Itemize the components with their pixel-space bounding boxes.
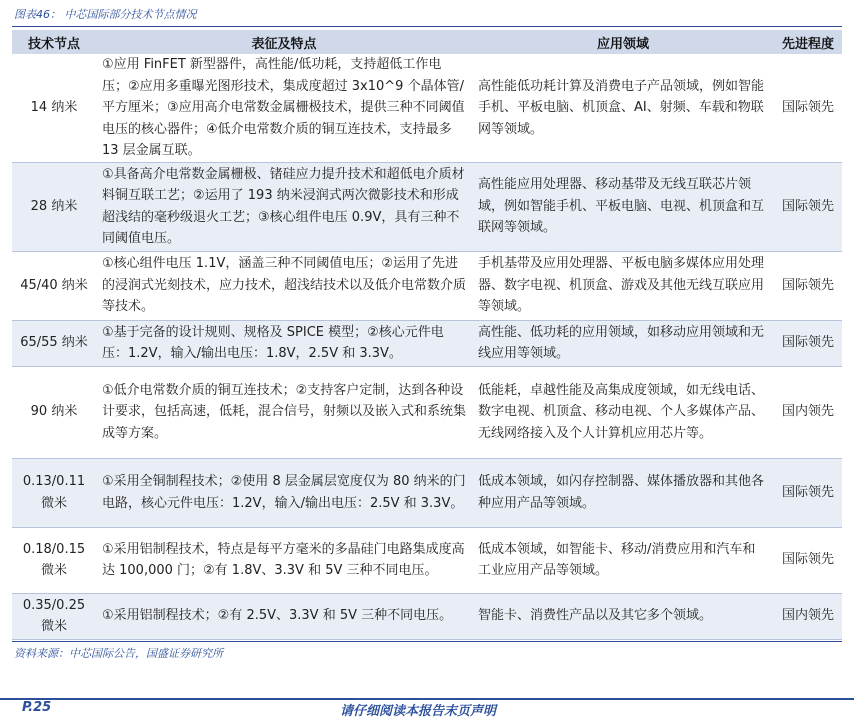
table-row [12, 54, 842, 162]
cell-node: 28 纳米 [12, 162, 96, 251]
source-divider [12, 641, 842, 642]
table-row [12, 593, 842, 639]
cell-node: 65/55 纳米 [12, 320, 96, 366]
cell-node: 0.18/0.15 微米 [12, 527, 96, 593]
cell-applications: 高性能、低功耗的应用领域，如移动应用领域和无线应用等领域。 [472, 320, 774, 366]
cell-level: 国内领先 [774, 366, 842, 458]
cell-features: ①低介电常数介质的铜互连技术；②支持客户定制，达到各种设计要求，包括高速，低耗，混合信号，射频以及嵌入式和系统集成等方案。 [96, 366, 472, 458]
table-row [12, 527, 842, 593]
cell-features: ①采用全铜制程技术；②使用 8 层金属层宽度仅为 80 纳米的门电路，核心元件电压：1.2V，输入/输出电压：2.5V 和 3.3V。 [96, 458, 472, 527]
cell-applications: 智能卡、消费性产品以及其它多个领域。 [472, 593, 774, 639]
cell-level: 国内领先 [774, 593, 842, 639]
table-row [12, 458, 842, 527]
cell-applications: 手机基带及应用处理器、平板电脑多媒体应用处理器、数字电视、机顶盒、游戏及其他无线互联应用等领域。 [472, 251, 774, 320]
cell-level: 国际领先 [774, 251, 842, 320]
cell-features: ①采用铝制程技术；②有 2.5V、3.3V 和 5V 三种不同电压。 [96, 593, 472, 639]
table-row [12, 251, 842, 320]
cell-features: ①具备高介电常数金属栅极、锗硅应力提升技术和超低电介质材料铜互联工艺；②运用了 193 纳米浸润式两次微影技术和形成超浅结的毫秒级退火工艺；③核心组件电压 0.9V，具有三种不同阈值电压。 [96, 162, 472, 251]
cell-level: 国际领先 [774, 458, 842, 527]
cell-node: 45/40 纳米 [12, 251, 96, 320]
cell-applications: 低成本领域，如闪存控制器、媒体播放器和其他各种应用产品等领域。 [472, 458, 774, 527]
header-features: 表征及特点 [96, 30, 472, 54]
figure-caption: 图表46： 中芯国际部分技术节点情况 [14, 8, 197, 21]
cell-features: ①应用 FinFET 新型器件，高性能/低功耗，支持超低工作电压；②应用多重曝光图形技术，集成度超过 3x10^9 个晶体管/平方厘米；③应用高介电常数金属栅极技术，提供三种不同阈值电压的核心器件；④低介电常数介质的铜互连技术，支持最多 13 层金属互联。 [96, 54, 472, 162]
cell-level: 国际领先 [774, 527, 842, 593]
cell-applications: 低成本领域，如智能卡、移动/消费应用和汽车和工业应用产品等领域。 [472, 527, 774, 593]
cell-node: 90 纳米 [12, 366, 96, 458]
cell-level: 国际领先 [774, 162, 842, 251]
header-level: 先进程度 [774, 30, 842, 54]
cell-node: 0.13/0.11 微米 [12, 458, 96, 527]
cell-node: 14 纳米 [12, 54, 96, 162]
tech-node-table [12, 30, 842, 640]
cell-applications: 低能耗，卓越性能及高集成度领域，如无线电话、数字电视、机顶盒、移动电视、个人多媒体产品、无线网络接入及个人计算机应用芯片等。 [472, 366, 774, 458]
table-header-row [12, 30, 842, 54]
caption-divider [12, 26, 842, 27]
header-applications: 应用领域 [472, 30, 774, 54]
cell-level: 国际领先 [774, 320, 842, 366]
cell-features: ①基于完备的设计规则、规格及 SPICE 模型；②核心元件电压：1.2V，输入/输出电压：1.8V，2.5V 和 3.3V。 [96, 320, 472, 366]
table-row [12, 366, 842, 458]
cell-node: 0.35/0.25 微米 [12, 593, 96, 639]
cell-level: 国际领先 [774, 54, 842, 162]
cell-applications: 高性能低功耗计算及消费电子产品领域，例如智能手机、平板电脑、机顶盒、AI、射频、车载和物联网等领域。 [472, 54, 774, 162]
footer-disclaimer: 请仔细阅读本报告末页声明 [340, 704, 497, 719]
table-row [12, 320, 842, 366]
cell-features: ①采用铝制程技术，特点是每平方毫米的多晶硅门电路集成度高达 100,000 门；②有 1.8V、3.3V 和 5V 三种不同电压。 [96, 527, 472, 593]
cell-features: ①核心组件电压 1.1V，涵盖三种不同阈值电压；②运用了先进的浸润式光刻技术，应力技术，超浅结技术以及低介电常数介质等技术。 [96, 251, 472, 320]
page-number: P.25 [22, 700, 52, 715]
source-note: 资料来源：中芯国际公告，国盛证券研究所 [14, 647, 223, 660]
cell-applications: 高性能应用处理器、移动基带及无线互联芯片领域，例如智能手机、平板电脑、电视、机顶盒和互联网等领域。 [472, 162, 774, 251]
table-row [12, 162, 842, 251]
header-tech-node: 技术节点 [12, 30, 96, 54]
